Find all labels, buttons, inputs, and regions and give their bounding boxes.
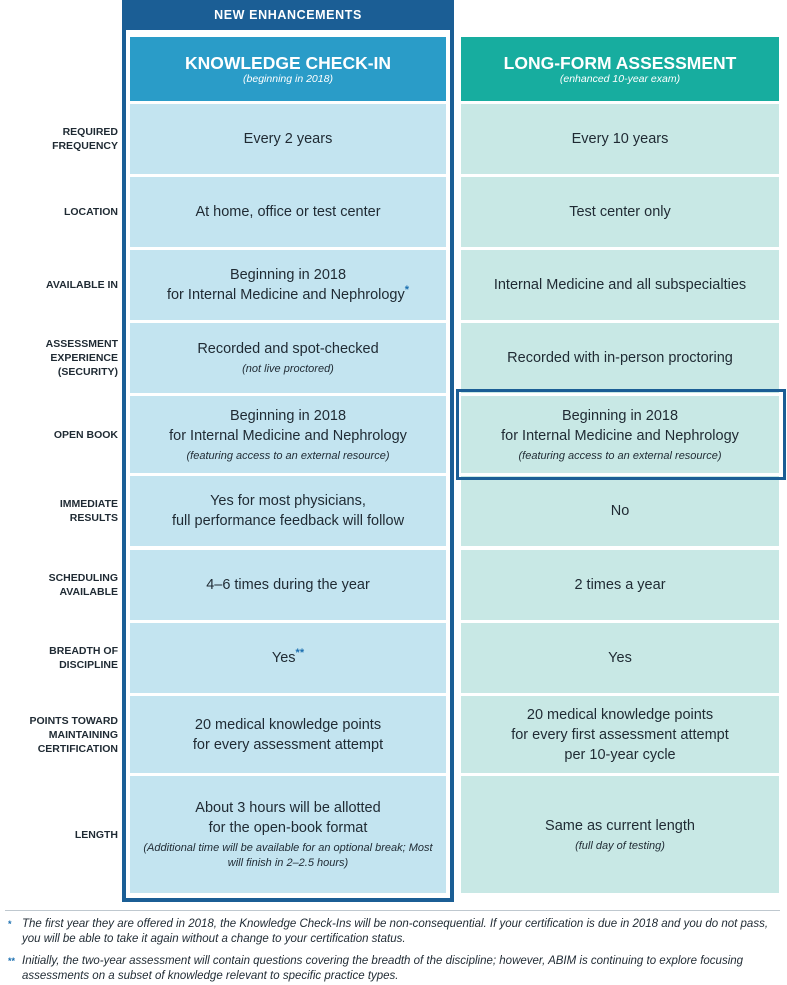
row-label-line: CERTIFICATION (37, 742, 118, 755)
knowledge-check-in-cell (130, 623, 446, 693)
cell-text: Yes for most physicians, (210, 493, 366, 509)
row-label (0, 104, 118, 174)
cell-line (210, 491, 366, 511)
footnote-2 (8, 954, 778, 984)
long-form-cell (461, 623, 779, 693)
long-form-cell (461, 323, 779, 393)
row-label-line: REQUIRED (62, 126, 118, 138)
cell-text: About 3 hours will be allotted (195, 800, 381, 816)
row-label-line: AVAILABLE (59, 586, 118, 598)
new-enhancements-banner: NEW ENHANCEMENTS (122, 0, 454, 30)
row-label (0, 177, 118, 247)
cell-line (195, 798, 380, 818)
cell-text: Same as current length (545, 817, 695, 834)
row-label-line: LOCATION (63, 206, 118, 218)
long-form-cell (461, 696, 779, 773)
knowledge-check-in-subtitle: (beginning in 2018) (243, 73, 333, 85)
cell-text: for the open-book format (208, 820, 368, 836)
row-label (0, 250, 118, 320)
row-label-line: FREQUENCY (52, 140, 118, 152)
cell-text: for Internal Medicine and Nephrology (166, 287, 405, 303)
long-form-assessment-title: LONG-FORM ASSESSMENT (503, 53, 737, 73)
cell-text: 20 medical knowledge points (194, 716, 382, 733)
cell-note: (featuring access to an external resource) (518, 449, 722, 462)
row-label-line: AVAILABLE IN (46, 279, 118, 291)
cell-line (527, 705, 713, 725)
footnote-divider (5, 910, 780, 911)
knowledge-check-in-header (130, 37, 446, 101)
long-form-assessment-header (461, 37, 779, 101)
cell-text: Every 2 years (243, 131, 333, 147)
knowledge-check-in-cell (130, 396, 446, 473)
cell-line (169, 426, 407, 446)
row-label-line: LENGTH (74, 828, 118, 841)
row-label (0, 550, 118, 620)
row-label-line: RESULTS (69, 512, 118, 524)
cell-line (545, 816, 695, 836)
cell-line (507, 348, 733, 368)
knowledge-check-in-cell (130, 550, 446, 620)
row-label (0, 396, 118, 473)
row-label-line: EXPERIENCE (50, 352, 118, 364)
knowledge-check-in-cell (130, 250, 446, 320)
cell-line (230, 406, 346, 426)
cell-line (574, 575, 665, 595)
footnote-1-mark: * (8, 919, 12, 929)
cell-text: for every first assessment attempt (511, 726, 729, 743)
cell-line (195, 202, 380, 222)
cell-line (494, 275, 746, 295)
row-label-line: ASSESSMENT (45, 338, 118, 350)
row-label-line: SCHEDULING (48, 572, 118, 584)
cell-text: full performance feedback will follow (171, 513, 405, 529)
footnote-1-text: The first year they are offered in 2018, the Knowledge Check-Ins will be non-consequential. If your certification is due in 2018 and you do not pass, you will be able to take it again without a change to your certification status. (22, 918, 769, 945)
row-label-line: POINTS TOWARD (29, 714, 118, 727)
cell-text: Internal Medicine and all subspecialties (493, 277, 747, 293)
cell-line (569, 202, 671, 222)
cell-text: Yes (271, 650, 296, 666)
row-label (0, 696, 118, 773)
row-label (0, 623, 118, 693)
cell-line (209, 818, 368, 838)
open-book-highlight (456, 389, 786, 480)
cell-text: 4–6 times during the year (206, 577, 370, 593)
knowledge-check-in-cell (130, 104, 446, 174)
long-form-cell (461, 776, 779, 893)
row-label-line: BREADTH OF (49, 645, 118, 657)
cell-note: (not live proctored) (242, 363, 334, 375)
cell-line (244, 129, 333, 149)
cell-text: Every 10 years (571, 131, 669, 147)
row-label-line: (SECURITY) (57, 366, 118, 378)
cell-line (611, 501, 630, 521)
cell-note: (featuring access to an external resource) (186, 449, 390, 462)
row-label (0, 776, 118, 893)
knowledge-check-in-cell (130, 476, 446, 546)
cell-text: 20 medical knowledge points (526, 706, 714, 723)
cell-text: per 10-year cycle (564, 746, 676, 763)
row-label-line: IMMEDIATE (59, 498, 118, 510)
row-label (0, 476, 118, 546)
knowledge-check-in-cell (130, 177, 446, 247)
cell-line (167, 285, 409, 305)
cell-line (608, 648, 632, 668)
footnote-2-mark: ** (8, 956, 16, 966)
cell-line (572, 129, 669, 149)
row-label-line: DISCIPLINE (59, 659, 118, 671)
footnote-marker: * (404, 284, 410, 297)
cell-text: Recorded and spot-checked (197, 341, 379, 357)
cell-text: Test center only (569, 204, 671, 220)
cell-text: At home, office or test center (195, 204, 381, 220)
row-label-line: OPEN BOOK (53, 428, 118, 441)
knowledge-check-in-cell (130, 696, 446, 773)
long-form-cell (461, 250, 779, 320)
cell-note: (Additional time will be available for an optional break; Most will finish in 2–2.5 hours) (143, 842, 433, 869)
knowledge-check-in-cell (130, 776, 446, 893)
cell-line (206, 575, 370, 595)
cell-text: Beginning in 2018 (229, 407, 347, 424)
cell-line (511, 725, 729, 745)
cell-text: Beginning in 2018 (561, 407, 679, 424)
cell-line (197, 339, 378, 359)
cell-text: 2 times a year (574, 577, 666, 593)
cell-line (195, 715, 381, 735)
long-form-assessment-subtitle: (enhanced 10-year exam) (559, 73, 681, 85)
knowledge-check-in-title: KNOWLEDGE CHECK-IN (184, 53, 392, 73)
cell-line (564, 745, 675, 765)
cell-text: Recorded with in-person proctoring (507, 350, 733, 366)
long-form-cell (461, 177, 779, 247)
row-label (0, 323, 118, 393)
cell-line (272, 648, 304, 668)
long-form-cell (461, 476, 779, 546)
cell-note: (full day of testing) (575, 839, 665, 852)
cell-text: Yes (608, 650, 632, 666)
knowledge-check-in-cell (130, 323, 446, 393)
cell-text: for Internal Medicine and Nephrology (169, 427, 407, 444)
cell-text: for Internal Medicine and Nephrology (501, 427, 739, 444)
footnote-marker: ** (295, 647, 305, 660)
cell-line (193, 735, 383, 755)
row-label-line: MAINTAINING (48, 728, 118, 741)
cell-text: No (610, 503, 630, 519)
long-form-cell (461, 550, 779, 620)
long-form-cell (461, 104, 779, 174)
cell-text: Beginning in 2018 (229, 267, 347, 283)
cell-line (230, 265, 346, 285)
cell-line (172, 511, 404, 531)
cell-text: for every assessment attempt (192, 736, 384, 753)
footnote-2-text: Initially, the two-year assessment will contain questions covering the breadth of the discipline; however, ABIM is continuing to explore focusing assessments on a subset of knowledge relevant to specific practice types. (22, 955, 744, 982)
footnote-1 (8, 917, 778, 947)
